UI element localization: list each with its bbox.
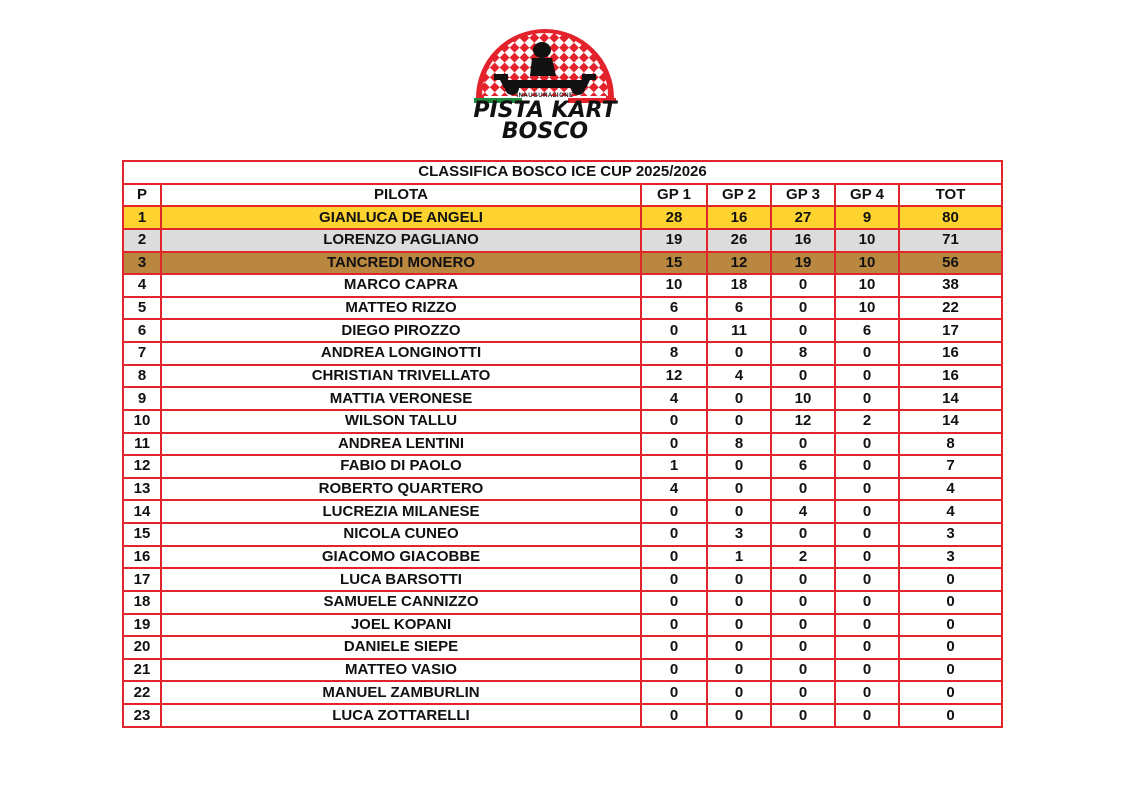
gp1-points-cell: 0 (641, 500, 707, 523)
table-row (123, 387, 1002, 410)
position-cell: 6 (123, 319, 161, 342)
gp4-points-cell: 10 (835, 252, 899, 275)
header-gp1: GP 1 (641, 184, 707, 207)
gp3-points-cell: 8 (771, 342, 835, 365)
position-cell: 10 (123, 410, 161, 433)
position-cell: 15 (123, 523, 161, 546)
total-points-cell: 0 (899, 681, 1002, 704)
position-cell: 7 (123, 342, 161, 365)
pilot-name-cell: ANDREA LENTINI (161, 433, 641, 456)
gp2-points-cell: 26 (707, 229, 771, 252)
gp1-points-cell: 0 (641, 704, 707, 727)
position-cell: 20 (123, 636, 161, 659)
logo-line-1: PISTA KART (473, 98, 617, 123)
total-points-cell: 0 (899, 591, 1002, 614)
total-points-cell: 4 (899, 500, 1002, 523)
table-row (123, 523, 1002, 546)
gp4-points-cell: 0 (835, 500, 899, 523)
gp4-points-cell: 0 (835, 342, 899, 365)
pilot-name-cell: MANUEL ZAMBURLIN (161, 681, 641, 704)
gp2-points-cell: 3 (707, 523, 771, 546)
gp3-points-cell: 0 (771, 478, 835, 501)
gp4-points-cell: 0 (835, 365, 899, 388)
position-cell: 16 (123, 546, 161, 569)
gp2-points-cell: 18 (707, 274, 771, 297)
gp2-points-cell: 12 (707, 252, 771, 275)
pilot-name-cell: SAMUELE CANNIZZO (161, 591, 641, 614)
gp4-points-cell: 0 (835, 704, 899, 727)
total-points-cell: 22 (899, 297, 1002, 320)
pilot-name-cell: ROBERTO QUARTERO (161, 478, 641, 501)
pilot-name-cell: DANIELE SIEPE (161, 636, 641, 659)
total-points-cell: 16 (899, 342, 1002, 365)
pilot-name-cell: MATTEO RIZZO (161, 297, 641, 320)
table-row (123, 681, 1002, 704)
gp1-points-cell: 8 (641, 342, 707, 365)
position-cell: 23 (123, 704, 161, 727)
gp2-points-cell: 0 (707, 568, 771, 591)
table-row (123, 704, 1002, 727)
gp3-points-cell: 0 (771, 704, 835, 727)
table-row (123, 365, 1002, 388)
total-points-cell: 71 (899, 229, 1002, 252)
pilot-name-cell: TANCREDI MONERO (161, 252, 641, 275)
total-points-cell: 17 (899, 319, 1002, 342)
gp2-points-cell: 16 (707, 206, 771, 229)
gp3-points-cell: 0 (771, 433, 835, 456)
gp3-points-cell: 0 (771, 681, 835, 704)
gp2-points-cell: 0 (707, 614, 771, 637)
gp4-points-cell: 2 (835, 410, 899, 433)
gp3-points-cell: 0 (771, 636, 835, 659)
gp2-points-cell: 0 (707, 659, 771, 682)
gp2-points-cell: 0 (707, 410, 771, 433)
total-points-cell: 3 (899, 546, 1002, 569)
total-points-cell: 4 (899, 478, 1002, 501)
logo-line-2: BOSCO (501, 119, 589, 144)
gp2-points-cell: 0 (707, 681, 771, 704)
table-row (123, 546, 1002, 569)
position-cell: 1 (123, 206, 161, 229)
position-cell: 3 (123, 252, 161, 275)
gp1-points-cell: 4 (641, 387, 707, 410)
gp1-points-cell: 0 (641, 681, 707, 704)
gp3-points-cell: 0 (771, 614, 835, 637)
gp2-points-cell: 0 (707, 455, 771, 478)
total-points-cell: 0 (899, 704, 1002, 727)
position-cell: 21 (123, 659, 161, 682)
gp4-points-cell: 0 (835, 523, 899, 546)
gp3-points-cell: 0 (771, 365, 835, 388)
header-gp2: GP 2 (707, 184, 771, 207)
table-row (123, 568, 1002, 591)
table-row (123, 297, 1002, 320)
pilot-name-cell: GIANLUCA DE ANGELI (161, 206, 641, 229)
position-cell: 18 (123, 591, 161, 614)
position-cell: 12 (123, 455, 161, 478)
gp1-points-cell: 0 (641, 410, 707, 433)
logo-caption: INAUGURAZIONE (516, 93, 574, 99)
gp2-points-cell: 6 (707, 297, 771, 320)
total-points-cell: 8 (899, 433, 1002, 456)
table-row (123, 206, 1002, 229)
gp1-points-cell: 4 (641, 478, 707, 501)
gp3-points-cell: 0 (771, 568, 835, 591)
gp1-points-cell: 10 (641, 274, 707, 297)
gp2-points-cell: 0 (707, 342, 771, 365)
gp1-points-cell: 0 (641, 614, 707, 637)
standings-table (122, 160, 1003, 728)
position-cell: 11 (123, 433, 161, 456)
gp3-points-cell: 27 (771, 206, 835, 229)
header-pilot: PILOTA (161, 184, 641, 207)
total-points-cell: 7 (899, 455, 1002, 478)
table-row (123, 319, 1002, 342)
gp4-points-cell: 0 (835, 478, 899, 501)
header-position: P (123, 184, 161, 207)
position-cell: 5 (123, 297, 161, 320)
gp1-points-cell: 0 (641, 659, 707, 682)
pilot-name-cell: GIACOMO GIACOBBE (161, 546, 641, 569)
table-row (123, 252, 1002, 275)
pilot-name-cell: MARCO CAPRA (161, 274, 641, 297)
gp1-points-cell: 0 (641, 546, 707, 569)
gp2-points-cell: 4 (707, 365, 771, 388)
total-points-cell: 56 (899, 252, 1002, 275)
gp2-points-cell: 0 (707, 387, 771, 410)
gp3-points-cell: 10 (771, 387, 835, 410)
table-row (123, 614, 1002, 637)
pilot-name-cell: LUCA ZOTTARELLI (161, 704, 641, 727)
table-row (123, 410, 1002, 433)
gp4-points-cell: 0 (835, 659, 899, 682)
pilot-name-cell: JOEL KOPANI (161, 614, 641, 637)
gp4-points-cell: 10 (835, 229, 899, 252)
gp2-points-cell: 8 (707, 433, 771, 456)
gp1-points-cell: 28 (641, 206, 707, 229)
total-points-cell: 80 (899, 206, 1002, 229)
gp3-points-cell: 6 (771, 455, 835, 478)
table-row (123, 478, 1002, 501)
gp2-points-cell: 11 (707, 319, 771, 342)
gp1-points-cell: 0 (641, 568, 707, 591)
logo-wordmark (470, 100, 620, 142)
gp1-points-cell: 0 (641, 591, 707, 614)
table-title-row (123, 161, 1002, 184)
table-row (123, 455, 1002, 478)
total-points-cell: 14 (899, 410, 1002, 433)
gp2-points-cell: 0 (707, 704, 771, 727)
gp2-points-cell: 0 (707, 636, 771, 659)
pilot-name-cell: CHRISTIAN TRIVELLATO (161, 365, 641, 388)
gp4-points-cell: 0 (835, 455, 899, 478)
table-title: CLASSIFICA BOSCO ICE CUP 2025/2026 (123, 161, 1002, 184)
position-cell: 2 (123, 229, 161, 252)
position-cell: 8 (123, 365, 161, 388)
position-cell: 9 (123, 387, 161, 410)
gp3-points-cell: 0 (771, 319, 835, 342)
total-points-cell: 0 (899, 659, 1002, 682)
gp2-points-cell: 0 (707, 478, 771, 501)
gp1-points-cell: 0 (641, 319, 707, 342)
position-cell: 17 (123, 568, 161, 591)
total-points-cell: 0 (899, 568, 1002, 591)
position-cell: 4 (123, 274, 161, 297)
pilot-name-cell: FABIO DI PAOLO (161, 455, 641, 478)
gp4-points-cell: 0 (835, 681, 899, 704)
gp3-points-cell: 2 (771, 546, 835, 569)
header-gp4: GP 4 (835, 184, 899, 207)
gp1-points-cell: 12 (641, 365, 707, 388)
table-row (123, 659, 1002, 682)
pilot-name-cell: WILSON TALLU (161, 410, 641, 433)
gp2-points-cell: 0 (707, 591, 771, 614)
gp4-points-cell: 0 (835, 614, 899, 637)
gp4-points-cell: 0 (835, 546, 899, 569)
gp3-points-cell: 12 (771, 410, 835, 433)
pilot-name-cell: LUCA BARSOTTI (161, 568, 641, 591)
gp4-points-cell: 9 (835, 206, 899, 229)
total-points-cell: 3 (899, 523, 1002, 546)
gp1-points-cell: 19 (641, 229, 707, 252)
gp3-points-cell: 0 (771, 297, 835, 320)
table-row (123, 342, 1002, 365)
gp3-points-cell: 19 (771, 252, 835, 275)
gp4-points-cell: 0 (835, 591, 899, 614)
table-row (123, 591, 1002, 614)
gp3-points-cell: 0 (771, 591, 835, 614)
gp3-points-cell: 0 (771, 659, 835, 682)
pilot-name-cell: LORENZO PAGLIANO (161, 229, 641, 252)
header-total: TOT (899, 184, 1002, 207)
gp4-points-cell: 0 (835, 433, 899, 456)
gp4-points-cell: 0 (835, 568, 899, 591)
gp1-points-cell: 0 (641, 523, 707, 546)
gp2-points-cell: 0 (707, 500, 771, 523)
gp1-points-cell: 15 (641, 252, 707, 275)
gp4-points-cell: 0 (835, 636, 899, 659)
pilot-name-cell: LUCREZIA MILANESE (161, 500, 641, 523)
total-points-cell: 0 (899, 614, 1002, 637)
table-row (123, 433, 1002, 456)
gp1-points-cell: 0 (641, 636, 707, 659)
gp1-points-cell: 6 (641, 297, 707, 320)
pilot-name-cell: ANDREA LONGINOTTI (161, 342, 641, 365)
gp4-points-cell: 10 (835, 297, 899, 320)
header-gp3: GP 3 (771, 184, 835, 207)
gp2-points-cell: 1 (707, 546, 771, 569)
pilot-name-cell: MATTIA VERONESE (161, 387, 641, 410)
total-points-cell: 16 (899, 365, 1002, 388)
gp4-points-cell: 10 (835, 274, 899, 297)
gp3-points-cell: 0 (771, 274, 835, 297)
gp4-points-cell: 6 (835, 319, 899, 342)
position-cell: 13 (123, 478, 161, 501)
gp3-points-cell: 16 (771, 229, 835, 252)
table-header-row (123, 184, 1002, 207)
total-points-cell: 0 (899, 636, 1002, 659)
gp4-points-cell: 0 (835, 387, 899, 410)
table-row (123, 500, 1002, 523)
position-cell: 22 (123, 681, 161, 704)
gp1-points-cell: 1 (641, 455, 707, 478)
pilot-name-cell: NICOLA CUNEO (161, 523, 641, 546)
gp3-points-cell: 4 (771, 500, 835, 523)
pilot-name-cell: DIEGO PIROZZO (161, 319, 641, 342)
position-cell: 14 (123, 500, 161, 523)
total-points-cell: 14 (899, 387, 1002, 410)
total-points-cell: 38 (899, 274, 1002, 297)
table-row (123, 274, 1002, 297)
position-cell: 19 (123, 614, 161, 637)
gp3-points-cell: 0 (771, 523, 835, 546)
pilot-name-cell: MATTEO VASIO (161, 659, 641, 682)
table-row (123, 229, 1002, 252)
table-row (123, 636, 1002, 659)
gp1-points-cell: 0 (641, 433, 707, 456)
